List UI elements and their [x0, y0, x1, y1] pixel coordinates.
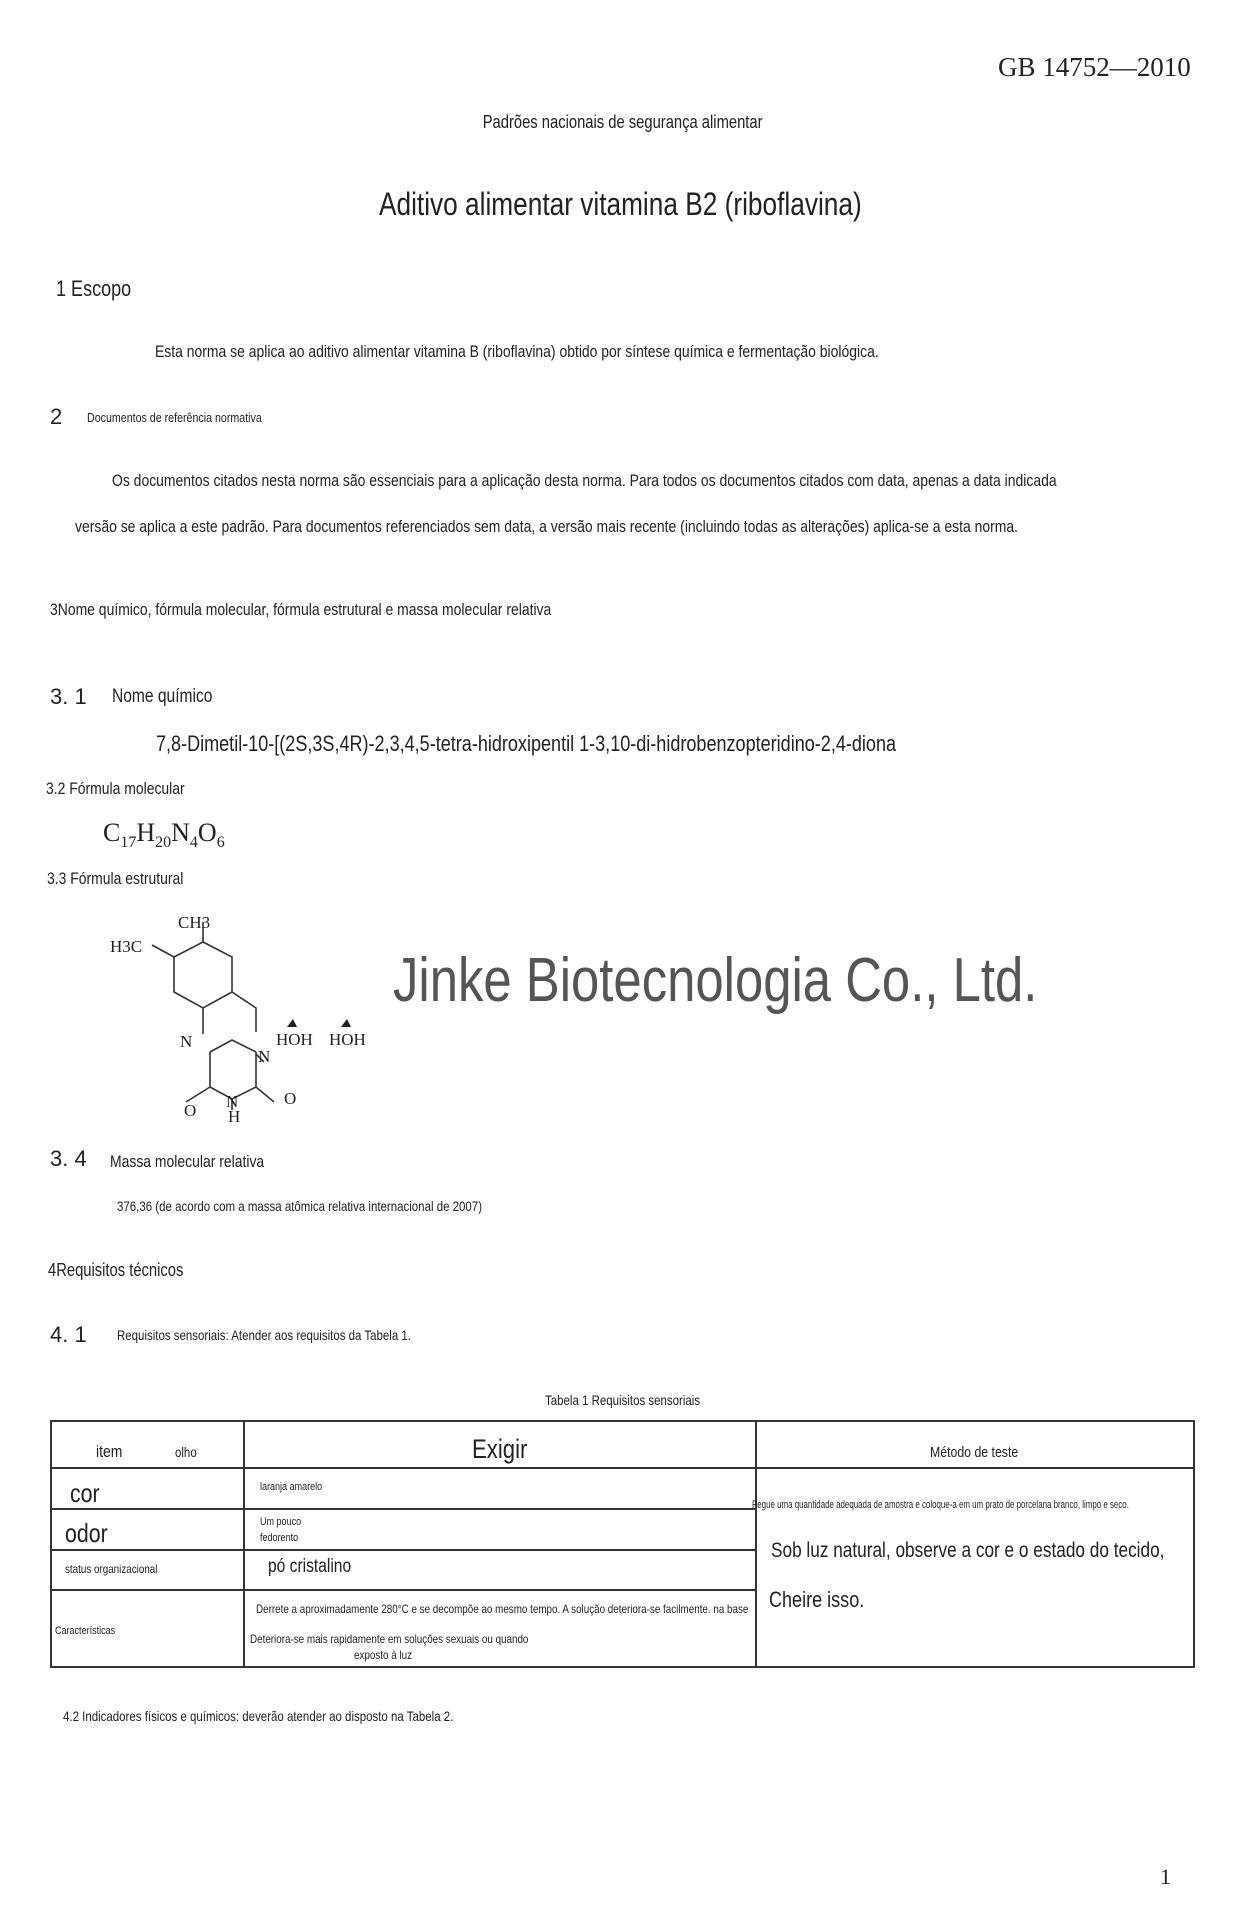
section-3-1-number: 3. 1	[50, 684, 87, 709]
document-subtitle: Padrões nacionais de segurança alimentar	[483, 112, 763, 132]
section-3-4-label: Massa molecular relativa	[110, 1152, 265, 1171]
section-1-text: Esta norma se aplica ao aditivo alimentar vitamina B (riboflavina) obtido por síntese química e fermentação biológica.	[155, 342, 879, 361]
row-req-characteristics-2: Deteriora-se mais rapidamente em soluções sexuais ou quando	[250, 1632, 529, 1646]
nh-n-label: N	[226, 1092, 239, 1111]
n-label: N	[180, 1032, 193, 1051]
row-req-odor-2: fedorento	[260, 1532, 299, 1544]
molecular-formula: $C_{17}H_{20}N_4O_6$	[103, 818, 225, 852]
section-3-1-label: Nome químico	[112, 686, 213, 707]
row-item-odor: odor	[65, 1518, 108, 1548]
row-item-color: cor	[70, 1478, 100, 1508]
section-2-text-line1: Os documentos citados nesta norma são essenciais para a aplicação desta norma. Para todos os documentos citados com data, apenas a data indicada	[112, 471, 1057, 490]
hoh-label: HOH	[329, 1030, 366, 1049]
section-3-heading: 3Nome químico, fórmula molecular, fórmula estrutural e massa molecular relativa	[50, 600, 552, 619]
section-3-4-number: 3. 4	[50, 1146, 87, 1171]
nh-h-label: H	[228, 1107, 241, 1122]
row-item-characteristics: Características	[55, 1625, 116, 1637]
hoh-label: HOH	[276, 1030, 313, 1049]
row-req-color: laranja amarelo	[260, 1481, 323, 1493]
row-req-state: pó cristalino	[268, 1556, 352, 1577]
header-requirement: Exigir	[472, 1434, 528, 1464]
structural-formula	[104, 912, 384, 1122]
molecular-mass: 376,36 (de acordo com a massa atômica relativa internacional de 2007)	[117, 1198, 483, 1214]
section-4-heading: 4Requisitos técnicos	[48, 1260, 184, 1280]
sensory-requirements-table	[50, 1420, 1195, 1668]
section-4-1-text: Requisitos sensoriais: Atender aos requisitos da Tabela 1.	[117, 1327, 411, 1343]
header-item: item	[96, 1442, 123, 1461]
h3c-label: H3C	[110, 937, 143, 956]
test-method-text-2: Sob luz natural, observe a cor e o estado do tecido,	[771, 1539, 1165, 1562]
section-2-text-line2: versão se aplica a este padrão. Para documentos referenciados sem data, a versão mais recente (incluindo todas as alterações) aplica-se a esta norma.	[75, 517, 1019, 536]
row-item-state: status organizacional	[65, 1562, 158, 1576]
standard-number: GB 14752—2010	[998, 52, 1191, 82]
header-olho: olho	[175, 1444, 197, 1460]
ch3-label: CH3	[178, 913, 211, 932]
chemical-name: 7,8-Dimetil-10-[(2S,3S,4R)-2,3,4,5-tetra-hidroxipentil 1-3,10-di-hidrobenzopteridino-2,4-diona	[156, 731, 897, 756]
section-3-2-label: 3.2 Fórmula molecular	[46, 779, 185, 798]
document-title: Aditivo alimentar vitamina B2 (riboflavina)	[378, 186, 862, 222]
section-3-3-label: 3.3 Fórmula estrutural	[47, 869, 184, 888]
section-2-heading: Documentos de referência normativa	[87, 410, 262, 425]
watermark: Jinke Biotecnologia Co., Ltd.	[393, 946, 1038, 1015]
o-label: O	[184, 1101, 197, 1120]
n-label: N	[258, 1047, 271, 1066]
test-method-text-3: Cheire isso.	[769, 1587, 865, 1612]
row-req-odor: Um pouco	[260, 1516, 302, 1528]
section-2-number: 2	[50, 404, 63, 429]
section-4-1-number: 4. 1	[50, 1322, 87, 1347]
o-label: O	[284, 1089, 297, 1108]
header-test-method: Método de teste	[930, 1444, 1019, 1461]
row-req-characteristics: Derrete a aproximadamente 280°C e se decompõe ao mesmo tempo. A solução deteriora-se facilmente. na base	[256, 1602, 749, 1616]
page-number: 1	[1160, 1864, 1171, 1889]
section-1-heading: 1 Escopo	[56, 276, 132, 301]
section-4-2-text: 4.2 Indicadores físicos e químicos: deverão atender ao disposto na Tabela 2.	[63, 1708, 454, 1724]
test-method-text-1: Pegue uma quantidade adequada de amostra e coloque-a em um prato de porcelana branco, limpo e seco.	[752, 1499, 1129, 1511]
row-req-characteristics-3: exposto à luz	[354, 1648, 412, 1662]
table-title: Tabela 1 Requisitos sensoriais	[545, 1392, 701, 1408]
